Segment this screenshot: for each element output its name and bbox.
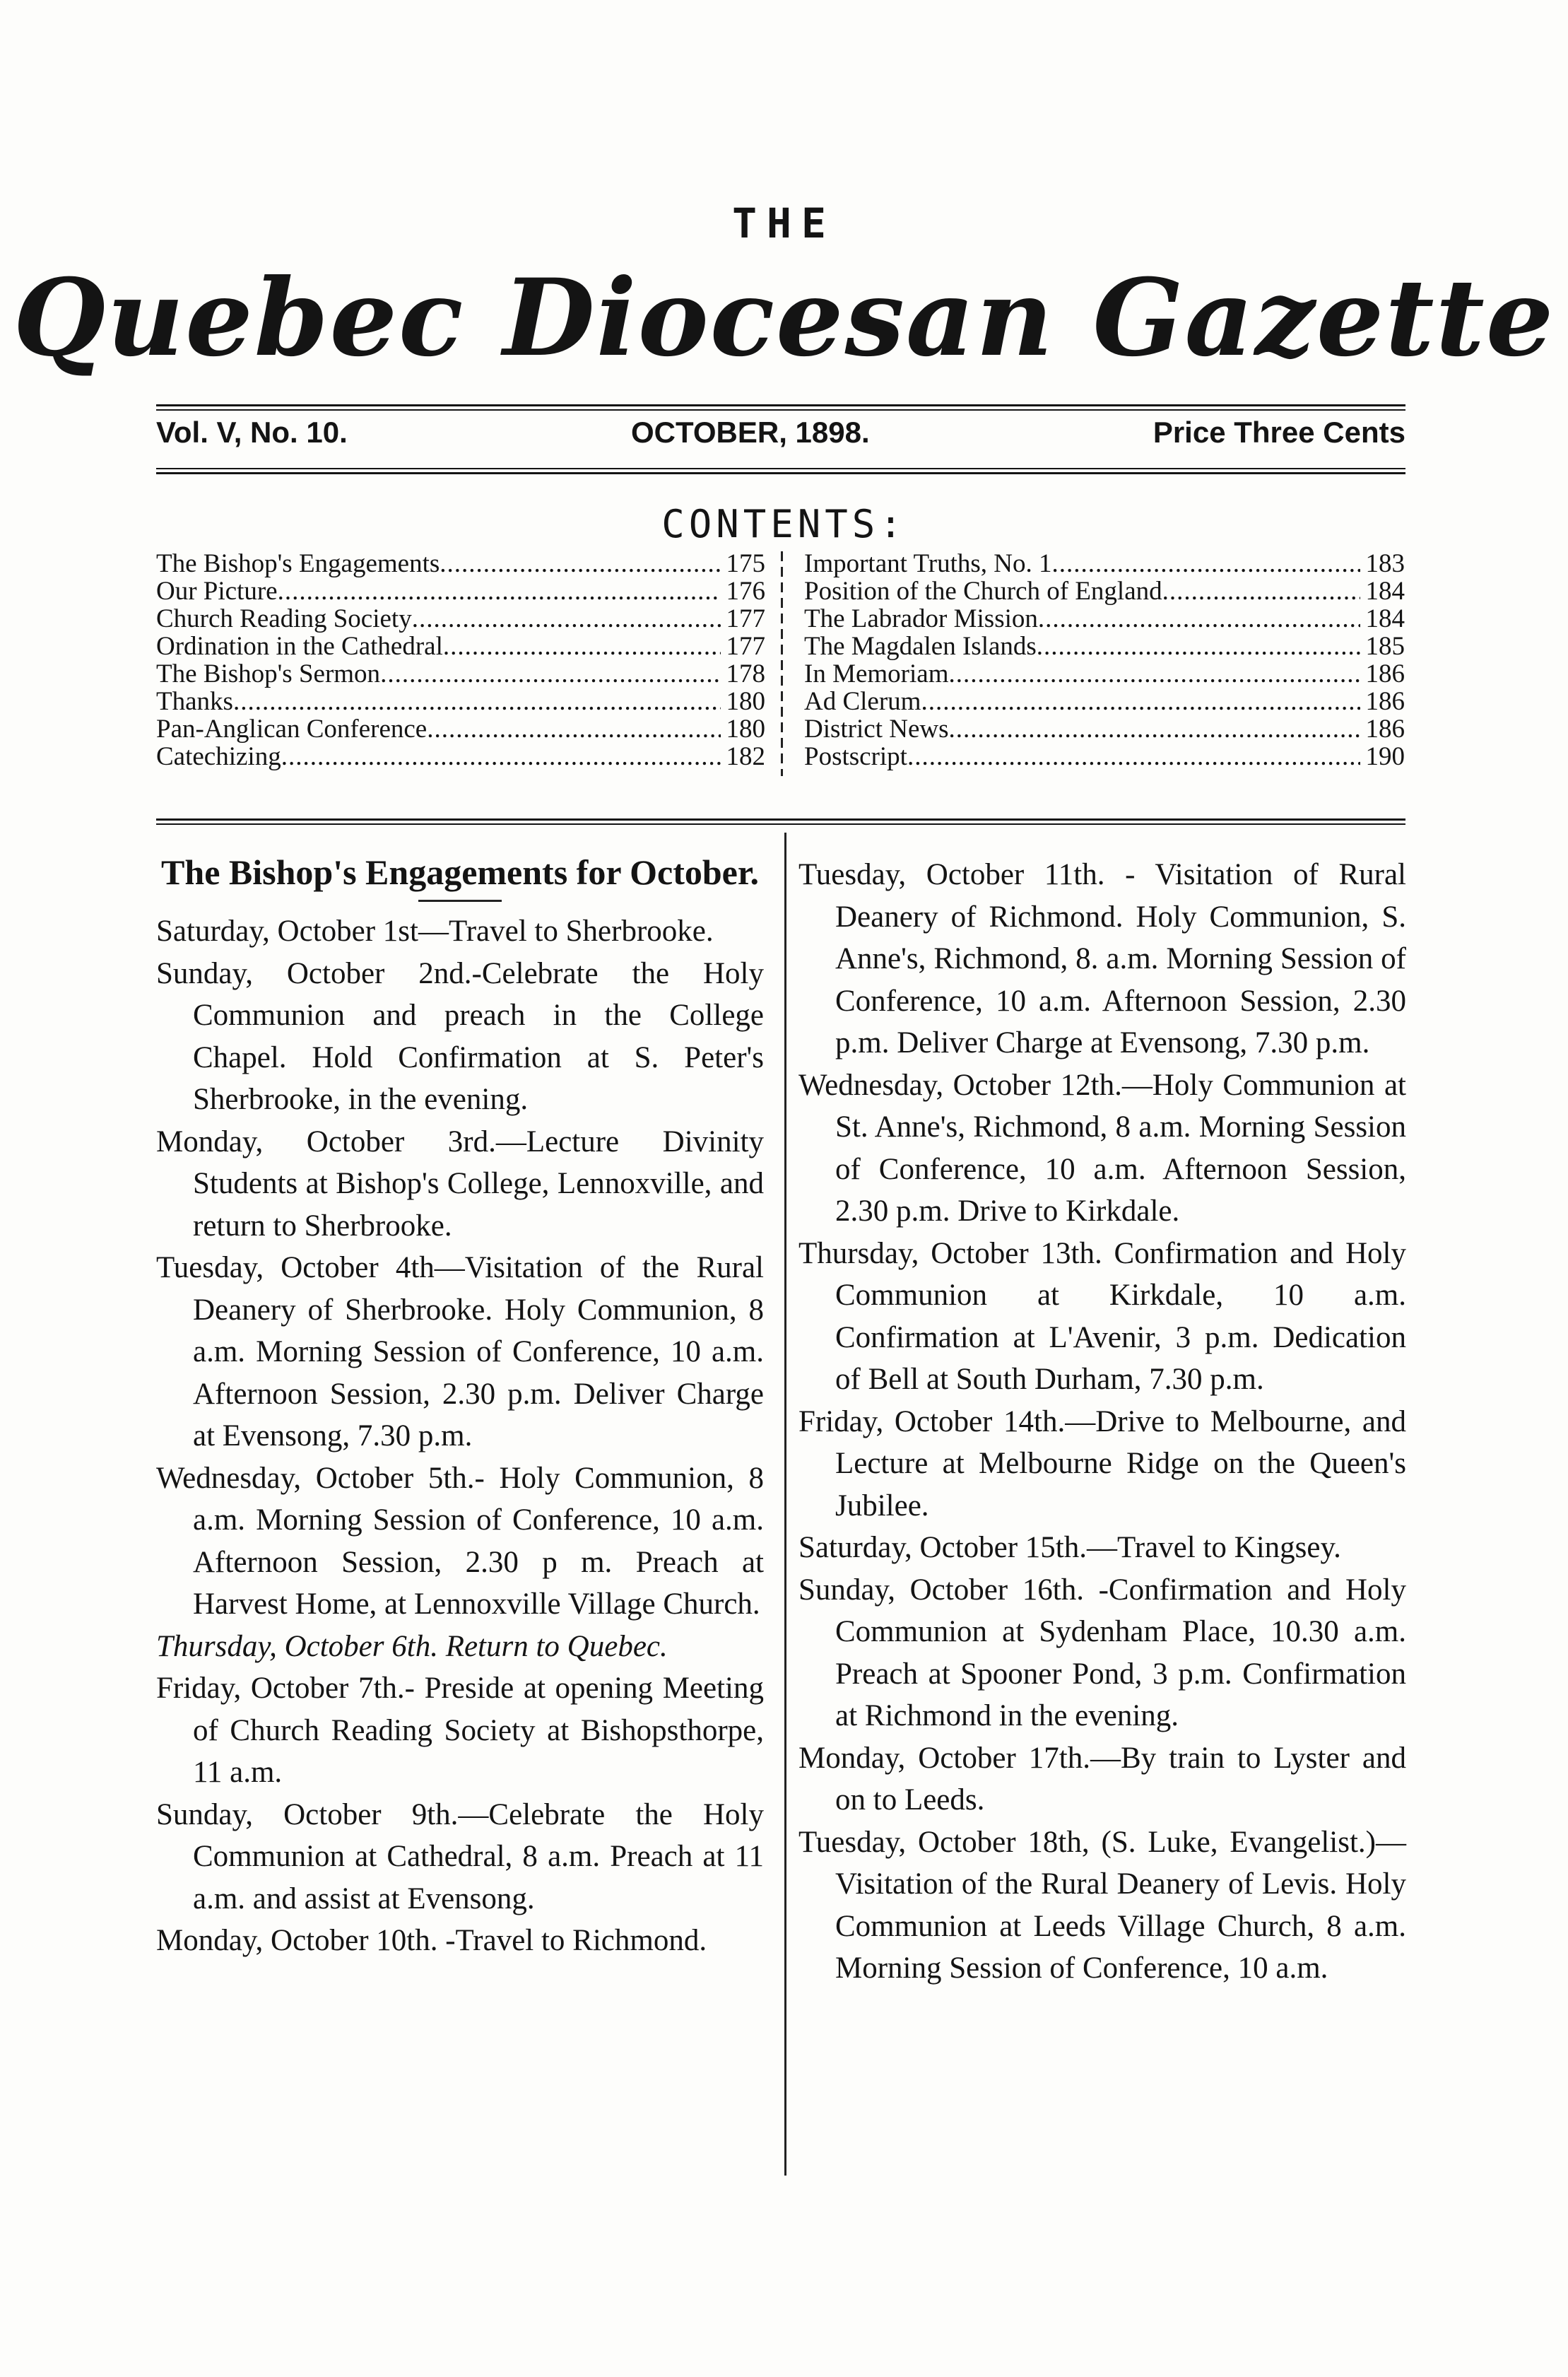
engagement-entry: Sunday, October 9th.—Celebrate the Holy Communion at Cathedral, 8 a.m. Preach at 11 a.m. and assist at Evensong. [156,1797,764,1915]
engagement-entry: Thursday, October 13th. Confirmation and Holy Communion at Kirkdale, 10 a.m. Confirmation at L'Avenir, 3 p.m. Dedication of Bell at South Durham, 7.30 p.m. [798,1236,1406,1396]
contents-entry-title: Ordination in the Cathedral [156,632,443,661]
masthead-the: THE [732,199,836,247]
contents-entry-page: 180 [726,715,765,744]
contents-entry-title: Thanks [156,687,233,716]
contents-entry [804,715,1405,743]
engagement-entry: Tuesday, October 11th. - Visitation of Rural Deanery of Richmond. Holy Communion, S. Anne's, Richmond, 8. a.m. Morning Session of Conference, 10 a.m. Afternoon Session, 2.30 p.m. Deliver Charge at Evensong, 7.30 p.m. [798,858,1406,1060]
contents-entry [156,633,765,660]
engagement-entry: Thursday, October 6th. Return to Quebec. [156,1629,668,1663]
engagement-entry: Saturday, October 15th.—Travel to Kingsey. [798,1531,1341,1564]
contents-entry-title: In Memoriam [804,659,949,688]
volume-number: Vol. V, No. 10. [156,416,348,449]
contents-entry [804,743,1405,770]
contents-entry [156,660,765,688]
contents-entry [804,688,1405,715]
contents-entry-title: Church Reading Society [156,604,412,633]
contents-entry-page: 183 [1365,549,1405,578]
contents-entry [156,715,765,743]
contents-entry [156,743,765,770]
engagement-entry: Monday, October 10th. -Travel to Richmond. [156,1924,707,1957]
contents-entry-title: The Labrador Mission [804,604,1038,633]
contents-entry-page: 184 [1365,604,1405,633]
engagement-entry: Tuesday, October 18th, (S. Luke, Evangelist.)—Visitation of the Rural Deanery of Levis. Holy Communion at Leeds Village Church, 8 a.m. Morning Session of Conference, 10 a.m. [798,1825,1406,1985]
engagement-entry: Friday, October 14th.—Drive to Melbourne, and Lecture at Melbourne Ridge on the Queen's Jubilee. [798,1404,1406,1522]
heading-rule [418,900,502,902]
contents-entry [156,577,765,605]
contents-entry-page: 190 [1365,742,1405,771]
contents-entry [804,605,1405,633]
contents-entry-title: Ad Clerum [804,687,921,716]
contents-entry-page: 186 [1365,715,1405,744]
masthead-rule-top [156,404,1405,406]
contents-entry [156,688,765,715]
issue-info-row [156,416,1405,450]
contents-entry-title: Catechizing [156,742,281,771]
contents-rule-bottom-thin [156,823,1405,825]
contents-entry-title: Postscript [804,742,907,771]
issue-price: Price Three Cents [1153,416,1405,449]
contents-entry-page: 182 [726,742,765,771]
contents-entry-page: 177 [726,632,765,661]
contents-entry [804,577,1405,605]
masthead-title: Quebec Diocesan Gazette [13,256,1555,380]
contents-entry-title: The Bishop's Sermon [156,659,381,688]
engagement-entry: Wednesday, October 12th.—Holy Communion at St. Anne's, Richmond, 8 a.m. Morning Session of Conference, 10 a.m. Afternoon Session, 2.30 p.m. Drive to Kirkdale. [798,1068,1406,1228]
contents-entry [804,633,1405,660]
contents-entry-page: 176 [726,577,765,606]
contents-entry-page: 185 [1365,632,1405,661]
contents-entry-page: 178 [726,659,765,688]
contents-entry-page: 180 [726,687,765,716]
issue-date: OCTOBER, 1898. [630,416,870,449]
column-divider [784,833,786,2176]
engagement-entry: Wednesday, October 5th.- Holy Communion, 8 a.m. Morning Session of Conference, 10 a.m. Afternoon Session, 2.30 p m. Preach at Harvest Home, at Lennoxville Village Church. [156,1461,764,1621]
contents-rule-bottom [156,818,1405,821]
contents-entry-title: District News [804,715,949,744]
contents-entry [804,550,1405,577]
contents-entry [156,605,765,633]
engagement-entry: Monday, October 17th.—By train to Lyster and on to Leeds. [798,1741,1406,1817]
contents-entry-page: 184 [1365,577,1405,606]
contents-entry [804,660,1405,688]
contents-entry [156,550,765,577]
article-right-column [798,854,1406,1990]
contents-entry-page: 186 [1365,687,1405,716]
contents-right-column [804,550,1405,770]
contents-entry-page: 186 [1365,659,1405,688]
contents-entry-page: 177 [726,604,765,633]
masthead-rule-bottom-thin [156,468,1405,469]
engagement-entry: Saturday, October 1st—Travel to Sherbrooke. [156,915,714,948]
engagement-entry: Tuesday, October 4th—Visitation of the Rural Deanery of Sherbrooke. Holy Communion, 8 a.m. Morning Session of Conference, 10 a.m. Afternoon Session, 2.30 p.m. Deliver Charge at Evensong, 7.30 p.m. [156,1251,764,1452]
masthead-rule-top-thin [156,409,1405,411]
contents-entry-title: The Bishop's Engagements [156,549,440,578]
contents-divider [781,551,783,776]
engagement-entry: Monday, October 3rd.—Lecture Divinity Students at Bishop's College, Lennoxville, and return to Sherbrooke. [156,1125,764,1243]
contents-left-column [156,550,765,770]
masthead-rule-bottom [156,472,1405,474]
contents-entry-title: The Magdalen Islands [804,632,1037,661]
engagement-entry: Friday, October 7th.- Preside at opening Meeting of Church Reading Society at Bishopsthorpe, 11 a.m. [156,1672,764,1789]
contents-entry-page: 175 [726,549,765,578]
contents-heading: CONTENTS: [661,502,907,546]
article-left-column [156,852,764,1962]
contents-entry-title: Our Picture [156,577,278,606]
contents-entry-title: Important Truths, No. 1 [804,549,1052,578]
contents-entry-title: Pan-Anglican Conference [156,715,428,744]
contents-entry-title: Position of the Church of England [804,577,1162,606]
engagement-entry: Sunday, October 16th. -Confirmation and Holy Communion at Sydenham Place, 10.30 a.m. Preach at Spooner Pond, 3 p.m. Confirmation at Richmond in the evening. [798,1573,1406,1732]
engagement-entry: Sunday, October 2nd.-Celebrate the Holy Communion and preach in the College Chapel. Hold Confirmation at S. Peter's Sherbrooke, in the evening. [156,956,764,1116]
article-heading: The Bishop's Engagements for October. [161,852,759,892]
